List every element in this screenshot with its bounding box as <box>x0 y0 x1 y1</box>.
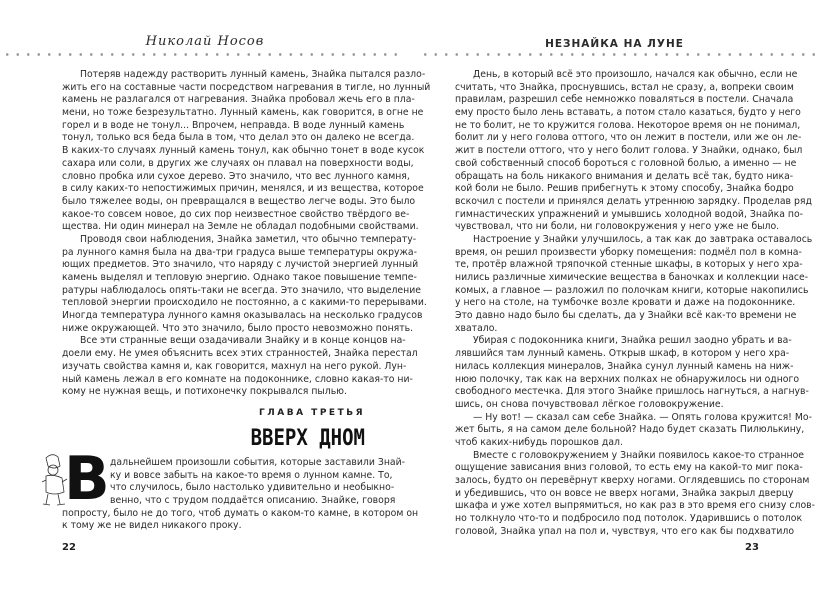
text-line: Все эти странные вещи озадачивали Знайку и в конце концов на- <box>80 335 406 347</box>
text-line: к тому же не видел никакого проку. <box>62 520 242 532</box>
chapter-label: ГЛАВА ТРЕТЬЯ <box>259 408 365 418</box>
text-line: жет быть, я на самом деле больной? Надо будет сказать Пилюлькину, <box>455 424 805 436</box>
text-line: нюю полочку, так как на верхних полках не обнаружилось ни одного <box>455 373 800 385</box>
text-line: камень не разлагался от нагревания. Знайка пробовал жечь его в пла- <box>62 94 415 106</box>
text-line: Проводя свои наблюдения, Знайка заметил, что обычно температу- <box>80 233 417 245</box>
text-line: время, он решил произвести уборку помещения: подмёл пол в комна- <box>455 246 802 258</box>
paragraph <box>455 449 815 539</box>
text-line: Иногда температура лунного камня оказывалась на несколько градусов <box>62 310 423 322</box>
text-line: День, в который всё это произошло, начался как обычно, если не <box>473 69 798 80</box>
text-line: вскочил с постели и принялся делать утреннюю зарядку. Проделав ряд <box>455 195 812 207</box>
text-line: Убирая с подоконника книги, Знайка решил заодно убрать и ва- <box>473 335 792 347</box>
text-line: тепловой энергии происходило не постоянно, а с какими-то перерывами. <box>62 297 427 309</box>
text-line: ратуры наблюдалось опять-таки не всегда. Это значило, что выделение <box>62 284 421 296</box>
running-head-title: НЕЗНАЙКА НА ЛУНЕ <box>545 38 684 50</box>
text-line: чтоб каких-нибудь порошков дал. <box>455 436 623 448</box>
paragraph <box>455 233 813 336</box>
text-line: ку и вовсе забыть на какое-то время о лунном камне. То, <box>110 469 393 481</box>
dotted-divider <box>2 53 402 56</box>
text-line: доели ему. Не умея объяснить всех этих странностей, Знайка перестал <box>62 348 418 360</box>
paragraph <box>455 335 809 411</box>
running-head-author: Николай Носов <box>145 34 265 49</box>
page-number: 22 <box>62 542 76 553</box>
text-line: у него на столе, на тумбочке возле кровати и даже на подоконнике. <box>455 297 796 309</box>
text-line: мени, но тоже безрезультатно. Лунный камень, как говорится, в огне не <box>62 107 424 119</box>
text-line: Вместе с головокружением у Знайки появилось какое-то странное <box>473 449 805 461</box>
text-line: обращать на боль никакого внимания и делать всё так, будто ника- <box>455 170 794 182</box>
text-line: свободного местечка. Для этого Знайке пришлось нагнуться, а нагнув- <box>455 386 809 398</box>
text-line: комых, а главное — разложил по полочкам книги, которые накопились <box>455 284 809 296</box>
text-line: правилам, разрешил себе немножко поваляться в постели. Сначала <box>455 94 794 106</box>
text-line: и убедившись, что он вовсе не вверх ногами, Знайка закрыл дверцу <box>455 487 794 499</box>
text-line: свой собственный способ бороться с головной болью, а именно — не <box>455 157 797 169</box>
right-page-text <box>455 69 815 538</box>
text-line: что случилось, было настолько удивительно и необыкно- <box>110 482 395 494</box>
text-line: ный камень лежал в его комнате на подоконнике, словно какая-то ни- <box>62 373 413 385</box>
paragraph <box>62 69 431 234</box>
text-line: Потеряв надежду растворить лунный камень, Знайка пытался разло- <box>80 69 426 80</box>
drop-cap-letter: В <box>64 444 110 514</box>
text-line: в силу каких-то непостижимых причин, менялся, и из вещества, которое <box>62 183 424 195</box>
text-line: жить его на составные части посредством нагревания в тигле, но лунный <box>62 81 431 93</box>
text-line: болит ли у него голова оттого, что он лежит в постели, или же он ле- <box>455 132 802 144</box>
text-line: кому не нужная вещь, и потихонечку покрывался пылью. <box>62 386 347 398</box>
text-line: жит в постели оттого, что у него болит голова. У Знайки, однако, был <box>455 145 803 157</box>
text-line: ющих предметов. Это значило, что наряду с лучистой энергией лунный <box>62 259 419 271</box>
text-line: нилась коллекция минералов, Знайка сунул лунный камень на ниж- <box>455 360 794 372</box>
text-line: не то болит, не то кружится голова. Некоторое время он не понимал, <box>455 119 801 131</box>
text-line: хватало. <box>455 322 498 334</box>
text-line: кой боли не было. Решив прибегнуть к этому способу, Знайка бодро <box>455 183 794 195</box>
text-line: было тяжелее воды, он превращался в вещество легче воды. Это было <box>62 195 416 207</box>
text-line: ра лунного камня была на два-три градуса выше температуры окружа- <box>62 246 417 258</box>
text-line: попросту, было не до того, чтоб думать о каком-то камне, в котором он <box>62 507 419 519</box>
text-line: ниже окружающей. Что это значило, было просто невозможно понять. <box>62 322 414 334</box>
chapter-title: ВВЕРХ ДНОМ <box>250 425 365 451</box>
text-line: изучать свойства камня и, как говорится, махнул на него рукой. Лун- <box>62 360 407 372</box>
text-line: гимнастических упражнений и умывшись холодной водой, Знайка по- <box>455 208 804 220</box>
text-line: шкафа и уже хотел выпрямиться, но как раз в это время его снизу слов- <box>455 500 815 512</box>
paragraph <box>62 233 427 336</box>
paragraph <box>62 335 418 398</box>
text-line: — Ну вот! — сказал сам себе Знайка. — Опять голова кружится! Мо- <box>473 411 812 423</box>
paragraph <box>455 69 812 234</box>
text-line: ощущение зависания вниз головой, то есть ему на какой-то миг пока- <box>455 462 803 474</box>
chapter-opening-text <box>62 457 419 533</box>
text-line: нились различные химические вещества в баночках и коллекции насе- <box>455 272 809 283</box>
page-number: 23 <box>745 542 759 553</box>
paragraph <box>455 411 812 450</box>
text-line: головой, Знайка упал на пол и, чувствуя, что его как бы подхватило <box>455 525 795 537</box>
text-line: шись, он снова почувствовал лёгкое головокружение. <box>455 398 724 410</box>
text-line: какое-то совсем новое, до сих пор неизвестное свойство твёрдого ве- <box>62 208 410 220</box>
text-line: залось, будто он перевёрнут кверху ногами. Оглядевшись по сторонам <box>455 475 810 486</box>
text-line: сахара или соли, в других же случаях он плавал на поверхности воды, <box>62 157 414 169</box>
text-line: В каких-то случаях лунный камень тонул, как обычно тонет в воде кусок <box>62 145 425 157</box>
text-line: горел и в воде не тонул... Впрочем, неправда. В воде лунный камень <box>62 119 405 131</box>
text-line: венно, что с трудом поддаётся описанию. Знайке, говоря <box>110 495 396 507</box>
text-line: Это давно надо было бы сделать, да у Знайки всё как-то времени не <box>455 310 797 322</box>
text-line: считать, что Знайка, проснувшись, встал не сразу, а, вопреки своим <box>455 81 794 93</box>
text-line: ему просто было лень вставать, а потом стало казаться, будто у него <box>455 107 801 119</box>
left-page-text <box>62 69 431 399</box>
text-line: дальнейшем произошли события, которые заставили Знай- <box>110 457 405 468</box>
text-line: но толкнуло что-то и подбросило под потолок. Ударившись о потолок <box>455 513 803 525</box>
text-line: щества. Ни один минерал на Земле не обладал подобными свойствами. <box>62 221 419 233</box>
text-line: чувствовал, что ни боли, ни головокружения у него уже не было. <box>455 221 780 233</box>
text-line: те, протёр влажной тряпочкой стенные шкафы, в которых у него хра- <box>455 259 803 271</box>
text-line: лявшийся там лунный камень. Открыв шкаф, в котором у него хра- <box>455 348 790 360</box>
text-line: камень выделял и тепловую энергию. Однако такое повышение темпе- <box>62 272 417 283</box>
text-line: Настроение у Знайки улучшилось, а так как до завтрака оставалось <box>473 233 813 245</box>
dotted-divider <box>420 53 819 56</box>
text-line: тонул, только вся беда была в том, что делал это он далеко не всегда. <box>62 132 415 144</box>
right-page <box>410 0 819 601</box>
text-line: словно пробка или сухое дерево. Это значило, что вес лунного камня, <box>62 170 410 182</box>
